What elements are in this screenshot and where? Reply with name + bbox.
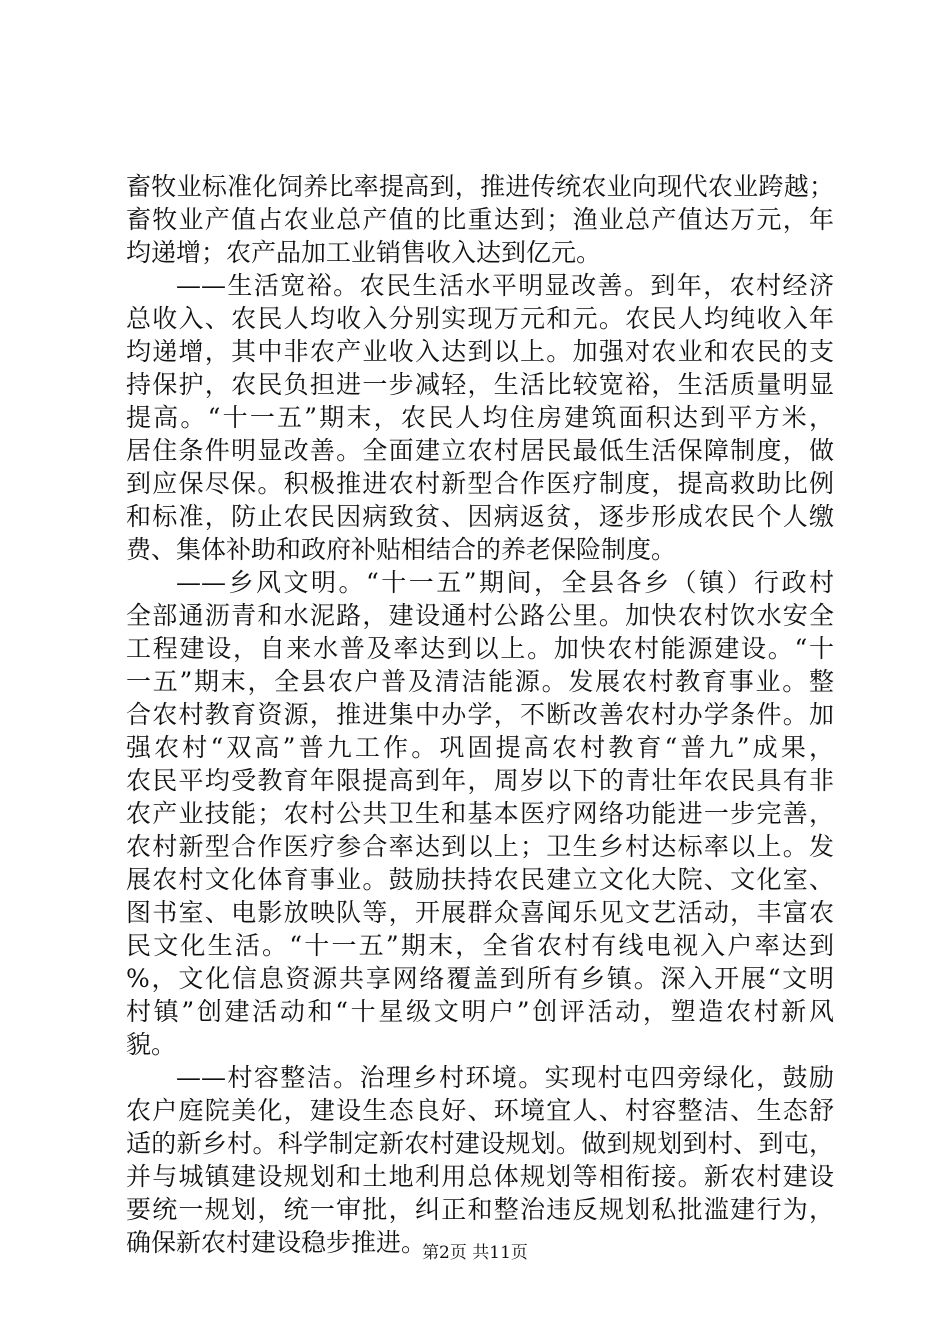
- text-line: 全部通沥青和水泥路，建设通村公路公里。加快农村饮水安全: [126, 601, 834, 630]
- text-line: 均递增；农产品加工业销售收入达到亿元。: [126, 238, 602, 267]
- document-body: [126, 170, 834, 1259]
- text-line: 持保护，农民负担进一步减轻，生活比较宽裕，生活质量明显: [126, 370, 834, 399]
- text-line: 展农村文化体育事业。鼓励扶持农民建立文化大院、文化室、: [126, 865, 834, 894]
- text-line: 图书室、电影放映队等，开展群众喜闻乐见文艺活动，丰富农: [126, 898, 834, 927]
- text-line: ——乡风文明。“十一五”期间，全县各乡（镇）行政村: [176, 568, 834, 597]
- text-line: 村镇”创建活动和“十星级文明户”创评活动，塑造农村新风: [126, 997, 834, 1026]
- text-line: 一五”期末，全县农户普及清洁能源。发展农村教育事业。整: [126, 667, 834, 696]
- text-line: 到应保尽保。积极推进农村新型合作医疗制度，提高救助比例: [126, 469, 834, 498]
- page-footer: [0, 1242, 950, 1264]
- text-line: ——生活宽裕。农民生活水平明显改善。到年，农村经济: [176, 271, 834, 300]
- page-number: 第2页 共11页: [422, 1243, 528, 1263]
- text-line: 并与城镇建设规划和土地利用总体规划等相衔接。新农村建设: [126, 1162, 834, 1191]
- text-line: 要统一规划，统一审批，纠正和整治违反规划私批滥建行为，: [126, 1195, 834, 1224]
- text-line: 适的新乡村。科学制定新农村建设规划。做到规划到村、到屯，: [126, 1129, 834, 1158]
- text-line: 貌。: [126, 1030, 177, 1059]
- text-line: 农村新型合作医疗参合率达到以上；卫生乡村达标率以上。发: [126, 832, 834, 861]
- text-line: %，文化信息资源共享网络覆盖到所有乡镇。深入开展“文明: [126, 964, 834, 993]
- text-line: 提高。“十一五”期末，农民人均住房建筑面积达到平方米，: [126, 403, 834, 432]
- text-line: 和标准，防止农民因病致贫、因病返贫，逐步形成农民个人缴: [126, 502, 834, 531]
- text-line: 确保新农村建设稳步推进。: [126, 1228, 427, 1257]
- text-line: 民文化生活。“十一五”期末，全省农村有线电视入户率达到: [126, 931, 834, 960]
- text-line: 畜牧业产值占农业总产值的比重达到；渔业总产值达万元，年: [126, 205, 834, 234]
- text-line: 农户庭院美化，建设生态良好、环境宜人、村容整洁、生态舒: [126, 1096, 834, 1125]
- text-line: 均递增，其中非农产业收入达到以上。加强对农业和农民的支: [126, 337, 834, 366]
- text-line: ——村容整洁。治理乡村环境。实现村屯四旁绿化，鼓励: [176, 1063, 834, 1092]
- text-line: 居住条件明显改善。全面建立农村居民最低生活保障制度，做: [126, 436, 834, 465]
- text-line: 强农村“双高”普九工作。巩固提高农村教育“普九”成果，: [126, 733, 834, 762]
- text-line: 合农村教育资源，推进集中办学，不断改善农村办学条件。加: [126, 700, 834, 729]
- text-line: 畜牧业标准化饲养比率提高到，推进传统农业向现代农业跨越；: [126, 172, 834, 201]
- text-line: 农民平均受教育年限提高到年，周岁以下的青壮年农民具有非: [126, 766, 834, 795]
- text-line: 费、集体补助和政府补贴相结合的养老保险制度。: [126, 535, 677, 564]
- text-line: 农产业技能；农村公共卫生和基本医疗网络功能进一步完善，: [126, 799, 834, 828]
- text-line: 总收入、农民人均收入分别实现万元和元。农民人均纯收入年: [126, 304, 834, 333]
- text-line: 工程建设，自来水普及率达到以上。加快农村能源建设。“十: [126, 634, 834, 663]
